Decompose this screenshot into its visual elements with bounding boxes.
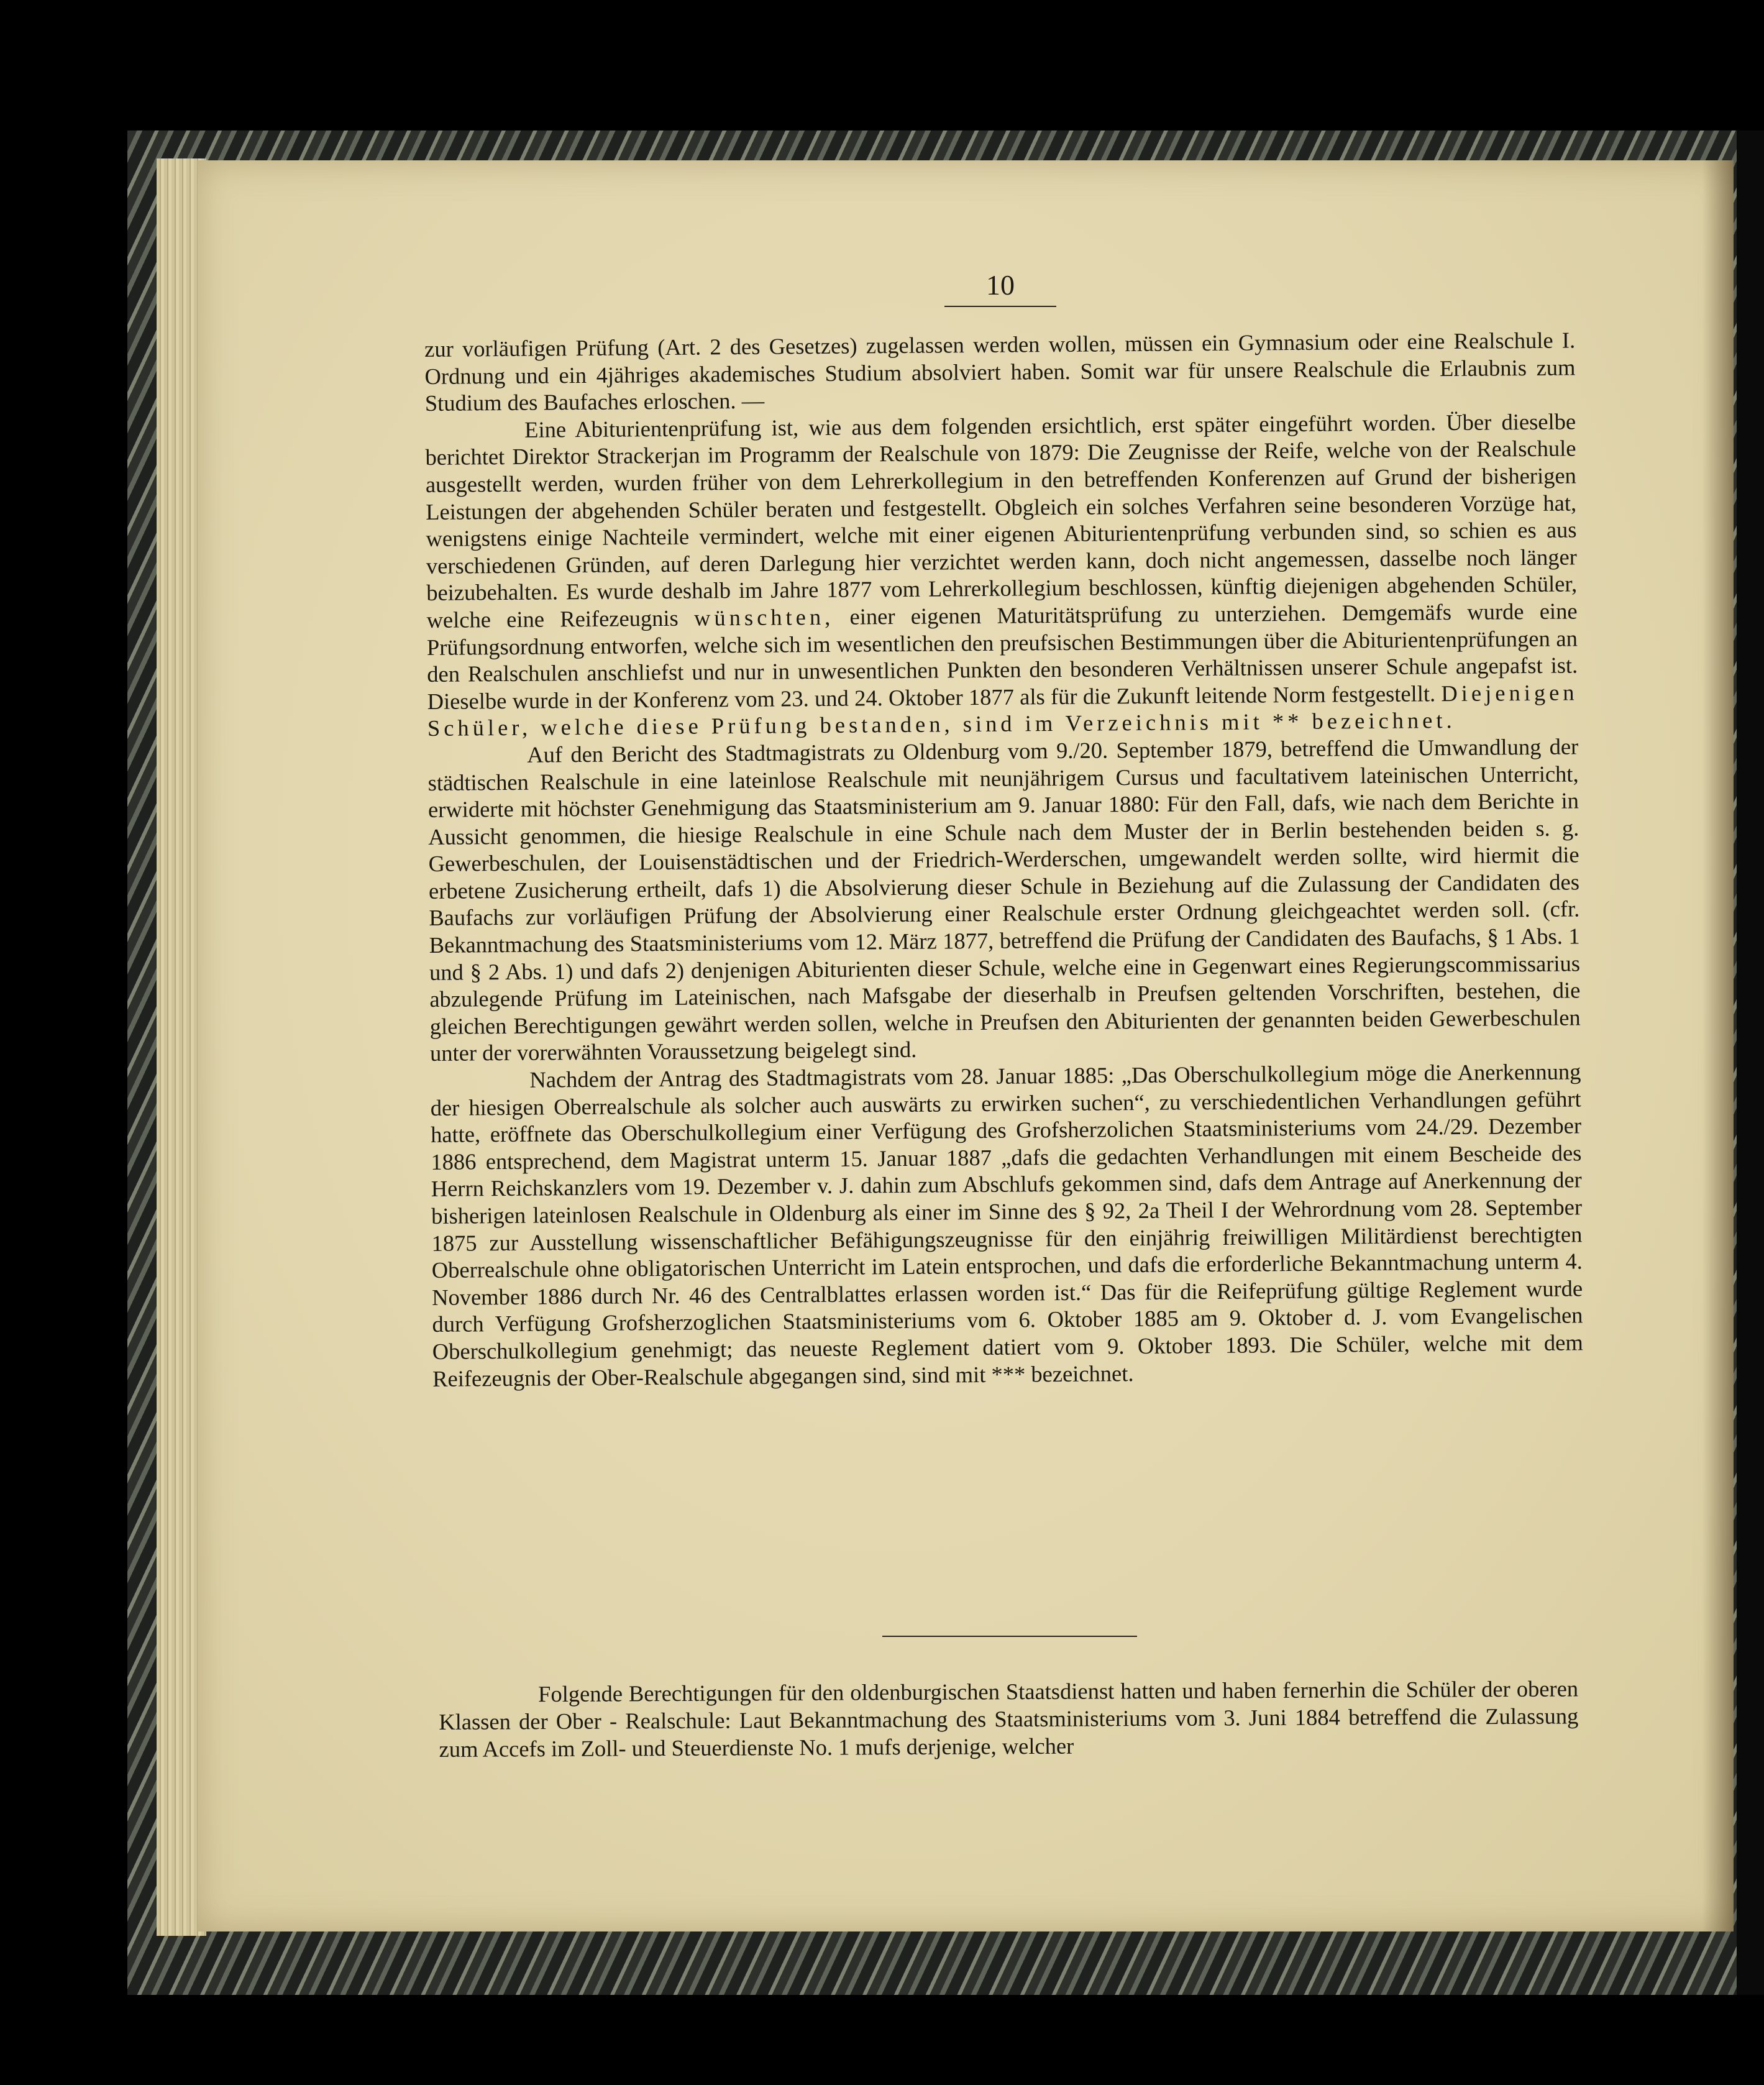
paragraph-2-text-after: einer eigenen Maturitätsprüfung zu unterziehen. Demgemäfs wurde eine Prüfungsordnung entworfen, welche sich im wesentlichen den preufsischen Bestimmungen über die Abiturientenprüfungen an den Realschulen anschliefst und nur in unwesentlichen Punkten den besonderen Verhältnissen unserer Schule angepafst ist. Dieselbe wurde in der Konferenz vom 23. und 24. Oktober 1877 als für die Zukunft leitende Norm festgestellt. <box>426 598 1578 714</box>
paragraph-3: Auf den Bericht des Stadtmagistrats zu Oldenburg vom 9./20. September 1879, betreffend die Umwandlung der städtischen Realschule in eine lateinlose Realschule mit neunjährigem Cursus und facultativem lateinischen Unterricht, erwiderte mit höchster Genehmigung das Staatsministerium am 9. Januar 1880: Für den Fall, dafs, wie nach dem Berichte in Aussicht genommen, die hiesige Realschule in eine Schule nach dem Muster der in Berlin bestehenden beiden s. g. Gewerbeschulen, der Louisenstädtischen und der Friedrich-Werderschen, umgewandelt werden sollte, wird hiermit die erbetene Zusicherung ertheilt, dafs 1) die Absolvierung dieser Schule in Beziehung auf die Zulassung der Candidaten des Baufachs zur vorläufigen Prüfung der Absolvierung einer Realschule erster Ordnung gleichgeachtet werden soll. (cfr. Bekanntmachung des Staatsministeriums vom 12. März 1877, betreffend die Prüfung der Candidaten des Baufachs, § 1 Abs. 1 und § 2 Abs. 1) und dafs 2) denjenigen Abiturienten dieser Schule, welche eine in Gegenwart eines Regierungscommissarius abzulegende Prüfung im Lateinischen, nach Mafsgabe der dieserhalb in Preufsen geltenden Vorschriften, bestehen, die gleichen Berechtigungen gewährt werden sollen, welche in Preufsen den Abiturienten der genannten beiden Gewerbeschulen unter der vorerwähnten Voraussetzung beigelegt sind. <box>427 733 1581 1066</box>
tail-paragraph: Folgende Berechtigungen für den oldenburgischen Staatsdienst hatten und haben fernerhin die Schüler der oberen Klassen der Ober - Realschule: Laut Bekanntmachung des Staatsministeriums vom 3. Juni 1884 betreffend die Zulassung zum Accefs im Zoll- und Steuerdienste No. 1 mufs derjenige, welcher <box>439 1675 1579 1762</box>
page-number: 10 <box>986 269 1015 301</box>
paragraph-2-spaced-word: wünschten, <box>693 603 834 631</box>
gutter-shadow <box>1702 160 1734 1931</box>
tail-text-block <box>439 1675 1579 1763</box>
cover-right-edge <box>1737 131 1764 1995</box>
page-number-rule <box>944 306 1056 307</box>
paragraph-2 <box>425 408 1578 742</box>
paragraph-2-text: Eine Abiturientenprüfung ist, wie aus dem folgenden ersichtlich, erst später eingeführt worden. Über dieselbe berichtet Direktor Strackerjan im Programm der Realschule von 1879: Die Zeugnisse der Reife, welche von der Realschule ausgestellt werden, wurden früher von dem Lehrerkollegium in den betreffenden Konferenzen auf Grund der bisherigen Leistungen der abgehenden Schüler beraten und festgestellt. Obgleich ein solches Verfahren seine besonderen Vorzüge hat, wenigstens einige Nachteile vermindert, welche mit einer eigenen Abiturientenprüfung verbunden sind, so schien es aus verschiedenen Gründen, auf deren Darlegung hier verzichtet werden kann, doch nicht angemessen, dasselbe noch länger beizubehalten. Es wurde deshalb im Jahre 1877 vom Lehrerkollegium beschlossen, künftig diejenigen abgehenden Schüler, welche eine Reifezeugnis <box>425 408 1578 633</box>
paragraph-2-spaced-end: Diejenigen Schüler, welche diese Prüfung bestanden, sind im Verzeichnis mit ** bezeichnet. <box>427 679 1578 741</box>
main-text-block <box>424 326 1583 1392</box>
paragraph-4: Nachdem der Antrag des Stadtmagistrats vom 28. Januar 1885: „Das Oberschulkollegium möge die Anerkennung der hiesigen Oberrealschule als solcher auch auswärts zu erwirken suchen“, zu verschiedentlichen Verhandlungen geführt hatte, eröffnete das Oberschulkollegium einer Verfügung des Grofsherzolichen Staatsministeriums vom 24./29. Dezember 1886 entsprechend, dem Magistrat unterm 15. Januar 1887 „dafs die gedachten Verhandlungen mit einem Bescheide des Herrn Reichskanzlers vom 19. Dezember v. J. dahin zum Abschlufs gekommen sind, dafs dem Antrage auf Anerkennung der bisherigen lateinlosen Realschule in Oldenburg als einer im Sinne des § 92, 2a Theil I der Wehrordnung vom 28. September 1875 zur Ausstellung wissenschaftlicher Befähigungszeugnisse für den einjährig freiwilligen Militärdienst berechtigten Oberrealschule ohne obligatorischen Unterricht im Latein entsprochen, und dafs die erforderliche Bekanntmachung unterm 4. November 1886 durch Nr. 46 des Centralblattes erlassen worden ist.“ Das für die Reifeprüfung gültige Reglement wurde durch Verfügung Grofsherzoglichen Staatsministeriums vom 6. Oktober 1885 am 9. Oktober d. J. vom Evangelischen Oberschulkollegium genehmigt; das neueste Reglement datiert vom 9. Oktober 1893. Die Schüler, welche mit dem Reifezeugnis der Ober-Realschule abgegangen sind, sind mit *** bezeichnet. <box>430 1058 1583 1391</box>
paragraph-1: zur vorläufigen Prüfung (Art. 2 des Gesetzes) zugelassen werden wollen, müssen ein Gymnasium oder eine Realschule I. Ordnung und ein 4jähriges akademisches Studium absolviert haben. Somit war für unsere Realschule die Erlaubnis zum Studium des Baufaches erloschen. — <box>424 327 1576 416</box>
section-divider-rule <box>882 1636 1137 1637</box>
